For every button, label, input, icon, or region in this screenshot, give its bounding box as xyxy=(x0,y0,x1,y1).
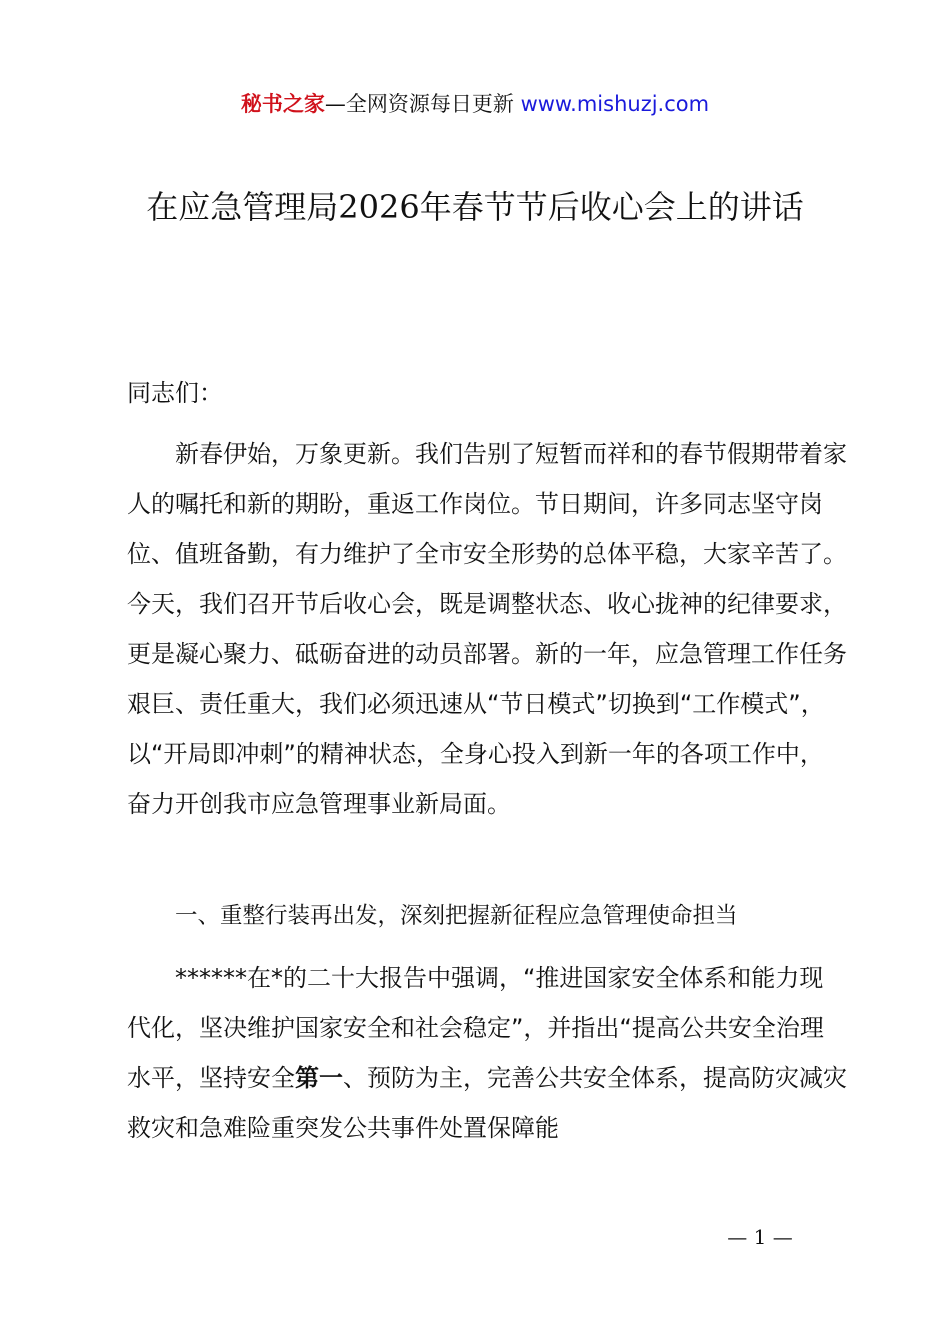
paragraph-2-bold-text: 第一 xyxy=(295,1064,343,1092)
site-header xyxy=(0,88,950,120)
paragraph-2-text-a: ******在*的二十大报告中强调，“推进国家安全体系和能力现代化，坚决维护国家安全和社会稳定”，并指出“提高公共安全治理水平，坚持安全 xyxy=(127,964,824,1092)
site-brand: 秘书之家 xyxy=(240,92,325,116)
paragraph-2 xyxy=(127,953,847,1153)
section-heading-1: 一、重整行装再出发，深刻把握新征程应急管理使命担当 xyxy=(175,903,738,929)
paragraph-2-text-b: 、预防为主，完善公共安全体系，提高防灾减灾救灾和急难险重突发公共事件处置保障能 xyxy=(127,1064,847,1142)
salutation: 同志们： xyxy=(127,379,223,407)
page-number: — 1 — xyxy=(727,1225,793,1249)
document-title: 在应急管理局2026年春节节后收心会上的讲话 xyxy=(146,188,804,226)
site-tagline: —全网资源每日更新 xyxy=(324,92,514,116)
site-url-link[interactable]: www.mishuzj.com xyxy=(520,92,710,116)
paragraph-intro: 新春伊始，万象更新。我们告别了短暂而祥和的春节假期带着家人的嘱托和新的期盼，重返工作岗位。节日期间，许多同志坚守岗位、值班备勤，有力维护了全市安全形势的总体平稳，大家辛苦了。今天，我们召开节后收心会，既是调整状态、收心拢神的纪律要求，更是凝心聚力、砥砺奋进的动员部署。新的一年，应急管理工作任务艰巨、责任重大，我们必须迅速从“节日模式”切换到“工作模式”，以“开局即冲刺”的精神状态，全身心投入到新一年的各项工作中，奋力开创我市应急管理事业新局面。 xyxy=(127,440,847,818)
